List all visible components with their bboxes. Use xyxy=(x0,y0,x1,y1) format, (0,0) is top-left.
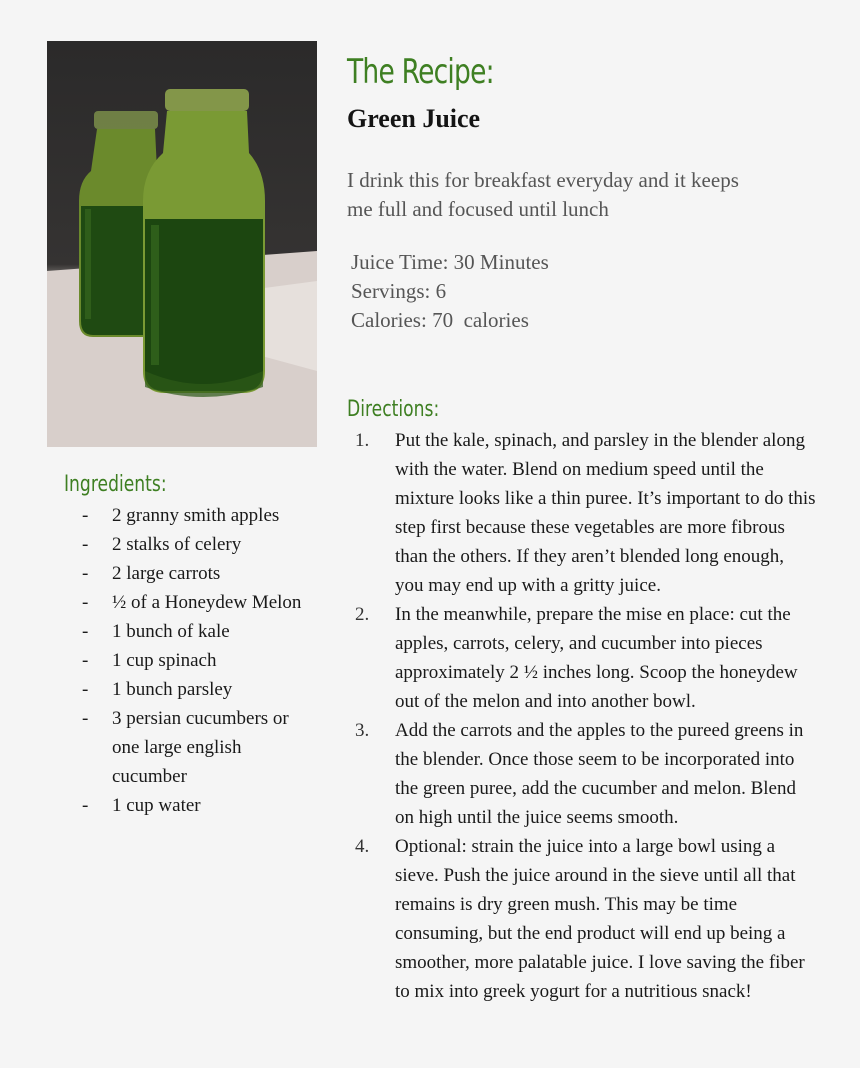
bullet-dash: - xyxy=(82,534,89,555)
list-item xyxy=(64,675,304,704)
directions-list xyxy=(347,426,817,1006)
step-text: In the meanwhile, prepare the mise en place: cut the apples, carrots, celery, and cucumber into pieces approximately 2 ½ inches long. Scoop the honeydew out of the melon and into another bowl. xyxy=(395,604,798,712)
ingredient-text: 3 persian cucumbers or one large english cucumber xyxy=(112,708,289,787)
green-juice-photo xyxy=(47,41,317,447)
recipe-title: The Recipe: xyxy=(347,52,494,92)
ingredient-text: 2 stalks of celery xyxy=(112,534,242,555)
step-number: 4. xyxy=(355,836,370,857)
list-item xyxy=(64,530,304,559)
ingredient-text: 1 bunch parsley xyxy=(112,679,233,700)
bullet-dash: - xyxy=(82,621,89,642)
juice-time: Juice Time: 30 Minutes xyxy=(351,250,549,274)
bullet-dash: - xyxy=(82,650,89,671)
ingredients-heading: Ingredients: xyxy=(64,472,167,497)
step-number: 1. xyxy=(355,430,370,451)
list-item xyxy=(64,791,304,820)
list-item xyxy=(64,617,304,646)
list-item xyxy=(64,704,304,791)
step-number: 2. xyxy=(355,604,370,625)
bullet-dash: - xyxy=(82,679,89,700)
ingredient-text: ½ of a Honeydew Melon xyxy=(112,592,302,613)
directions-heading: Directions: xyxy=(347,397,440,422)
list-item xyxy=(64,559,304,588)
step-number: 3. xyxy=(355,720,370,741)
recipe-name: Green Juice xyxy=(347,104,481,133)
ingredients-list xyxy=(64,501,304,820)
step-text: Add the carrots and the apples to the pureed greens in the blender. Once those seem to be incorporated into the green puree, add the cucumber and melon. Blend on high until the juice seems smooth. xyxy=(395,720,804,828)
list-item xyxy=(64,588,304,617)
ingredient-text: 1 bunch of kale xyxy=(112,621,230,642)
list-item xyxy=(64,646,304,675)
step-text: Optional: strain the juice into a large bowl using a sieve. Push the juice around in the sieve until all that remains is dry green mush. This may be time consuming, but the end product will end up being a smoother, more palatable juice. I love saving the fiber to mix into greek yogurt for a nutritious snack! xyxy=(395,836,805,1002)
direction-step xyxy=(347,716,817,832)
ingredient-text: 2 large carrots xyxy=(112,563,221,584)
bullet-dash: - xyxy=(82,795,89,816)
direction-step xyxy=(347,426,817,600)
bullet-dash: - xyxy=(82,592,89,613)
direction-step xyxy=(347,600,817,716)
direction-step xyxy=(347,832,817,1006)
bullet-dash: - xyxy=(82,708,89,729)
bullet-dash: - xyxy=(82,505,89,526)
ingredient-text: 1 cup water xyxy=(112,795,201,816)
list-item xyxy=(64,501,304,530)
ingredient-text: 1 cup spinach xyxy=(112,650,217,671)
bullet-dash: - xyxy=(82,563,89,584)
recipe-intro: I drink this for breakfast everyday and it keeps me full and focused until lunch xyxy=(347,168,739,221)
servings: Servings: 6 xyxy=(351,279,447,303)
calories: Calories: 70 calories xyxy=(351,308,529,332)
ingredient-text: 2 granny smith apples xyxy=(112,505,280,526)
step-text: Put the kale, spinach, and parsley in the blender along with the water. Blend on medium speed until the mixture looks like a thin puree. It’s important to do this step first because these vegetables are more fibrous than the others. If they aren’t blended long enough, you may end up with a gritty juice. xyxy=(395,430,816,596)
recipe-stats xyxy=(351,248,549,335)
